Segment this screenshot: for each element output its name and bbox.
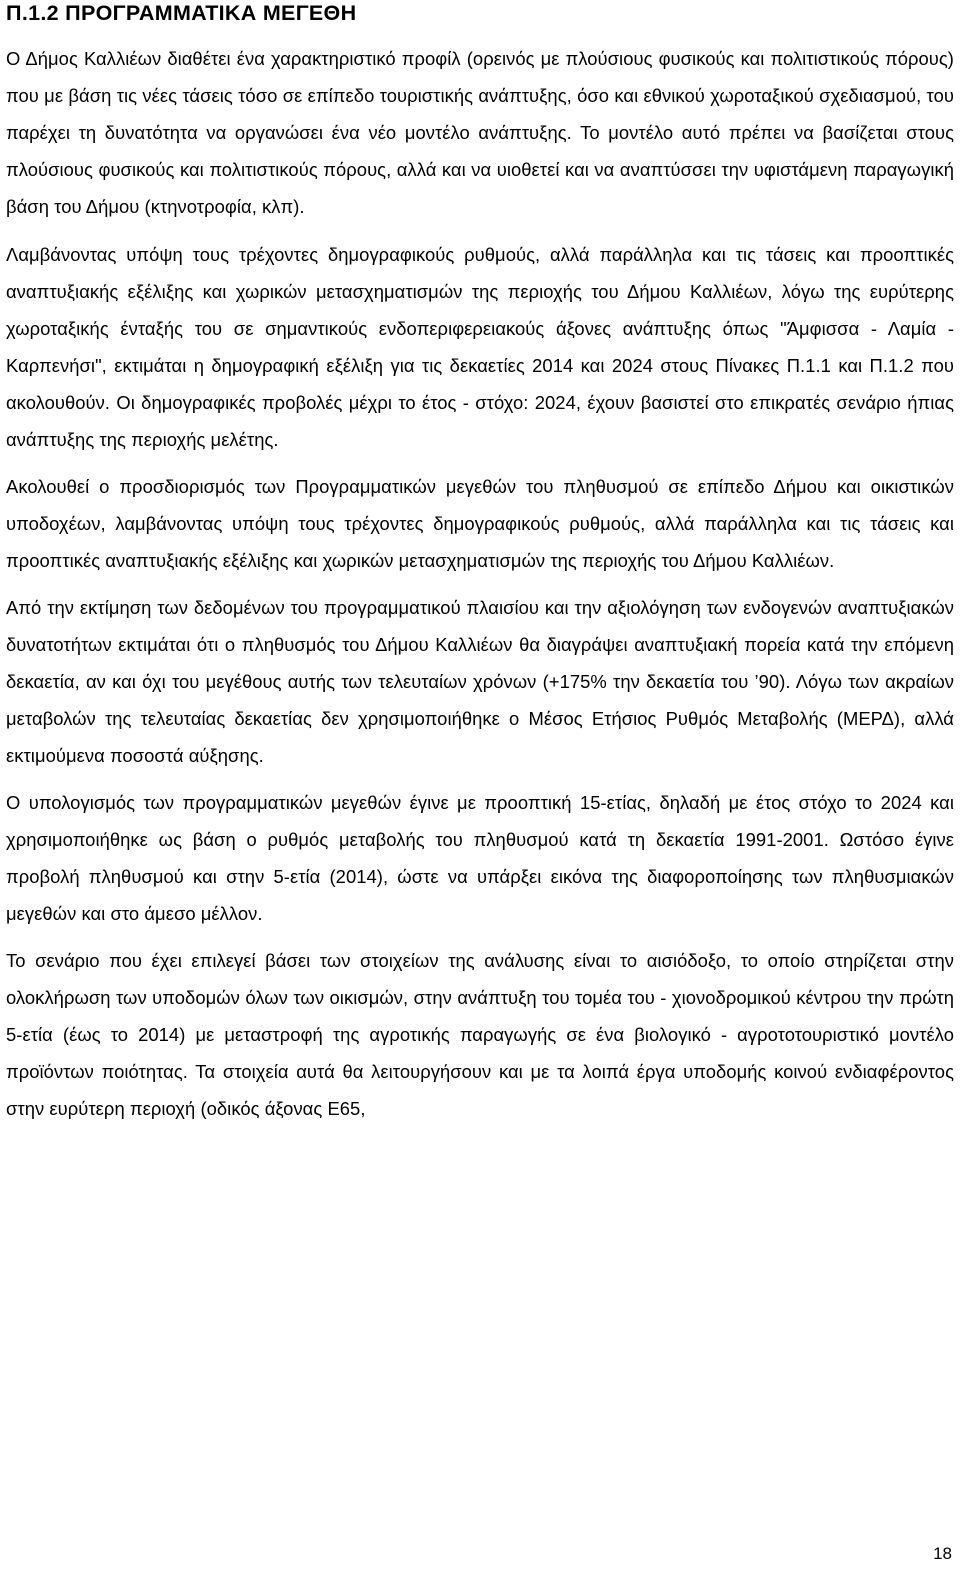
page-number: 18 — [933, 1544, 952, 1563]
paragraph-intro: Ο Δήμος Καλλιέων διαθέτει ένα χαρακτηριστικό προφίλ (ορεινός με πλούσιους φυσικούς και πολιτιστικούς πόρους) που με βάση τις νέες τάσεις τόσο σε επίπεδο τουριστικής ανάπτυξης, όσο και εθνικού χωροταξικού σχεδιασμού, του παρέχει τη δυνατότητα να οργανώσει ένα νέο μοντέλο ανάπτυξης. Το μοντέλο αυτό πρέπει να βασίζεται στους πλούσιους φυσικούς και πολιτιστικούς πόρους, αλλά και να υιοθετεί και να αναπτύσσει την υφιστάμενη παραγωγική βάση του Δήμου (κτηνοτροφία, κλπ). — [6, 48, 954, 217]
paragraph-calculation: Ο υπολογισμός των προγραμματικών μεγεθών έγινε με προοπτική 15-ετίας, δηλαδή με έτος στόχο το 2024 και χρησιμοποιήθηκε ως βάση ο ρυθμός μεταβολής του πληθυσμού κατά τη δεκαετία 1991-2001. Ωστόσο έγινε προβολή πληθυσμού και στην 5-ετία (2014), ώστε να υπάρξει εικόνα της διαφοροποίησης των πληθυσμιακών μεγεθών και στο άμεσο μέλλον. — [6, 792, 954, 924]
paragraph-estimation: Από την εκτίμηση των δεδομένων του προγραμματικού πλαισίου και την αξιολόγηση των ενδογενών αναπτυξιακών δυνατοτήτων εκτιμάται ότι ο πληθυσμός του Δήμου Καλλιέων θα διαγράψει αναπτυξιακή πορεία κατά την επόμενη δεκαετία, αν και όχι του μεγέθους αυτής των τελευταίων χρόνων (+175% την δεκαετία του ’90). Λόγω των ακραίων μεταβολών της τελευταίας δεκαετίας δεν χρησιμοποιήθηκε ο Μέσος Ετήσιος Ρυθμός Μεταβολής (ΜΕΡΔ), αλλά εκτιμούμενα ποσοστά αύξησης. — [6, 597, 954, 766]
section-heading: Π.1.2 ΠΡΟΓΡΑΜΜΑΤΙΚΑ ΜΕΓΕΘΗ — [6, 1, 357, 25]
paragraph-demographics: Λαμβάνοντας υπόψη τους τρέχοντες δημογραφικούς ρυθμούς, αλλά παράλληλα και τις τάσεις και προοπτικές αναπτυξιακής εξέλιξης και χωρικών μετασχηματισμών της περιοχής του Δήμου Καλλιέων, λόγω της ευρύτερης χωροταξικής ένταξής του σε σημαντικούς ενδοπεριφερειακούς άξονες ανάπτυξης όπως "Άμφισσα - Λαμία - Καρπενήσι", εκτιμάται η δημογραφική εξέλιξη για τις δεκαετίες 2014 και 2024 στους Πίνακες Π.1.1 και Π.1.2 που ακολουθούν. Οι δημογραφικές προβολές μέχρι το έτος - στόχο: 2024, έχουν βασιστεί στο επικρατές σενάριο ήπιας ανάπτυξης της περιοχής μελέτης. — [6, 244, 954, 450]
paragraph-scenario: Το σενάριο που έχει επιλεγεί βάσει των στοιχείων της ανάλυσης είναι το αισιόδοξο, το οποίο στηρίζεται στην ολοκλήρωση των υποδομών όλων των οικισμών, στην ανάπτυξη του τομέα του - χιονοδρομικού κέντρου την πρώτη 5-ετία (έως το 2014) με μεταστροφή της αγροτικής παραγωγής σε ένα βιολογικό - αγροτοτουριστικό μοντέλο προϊόντων ποιότητας. Τα στοιχεία αυτά θα λειτουργήσουν και με τα λοιπά έργα υποδομής κοινού ενδιαφέροντος στην ευρύτερη περιοχή (οδικός άξονας Ε65, — [6, 950, 954, 1119]
paragraph-programmatic-sizes: Ακολουθεί ο προσδιορισμός των Προγραμματικών μεγεθών του πληθυσμού σε επίπεδο Δήμου και οικιστικών υποδοχέων, λαμβάνοντας υπόψη τους τρέχοντες δημογραφικούς ρυθμούς, αλλά παράλληλα και τις τάσεις και προοπτικές αναπτυξιακής εξέλιξης και χωρικών μετασχηματισμών της περιοχής του Δήμου Καλλιέων. — [6, 476, 954, 571]
